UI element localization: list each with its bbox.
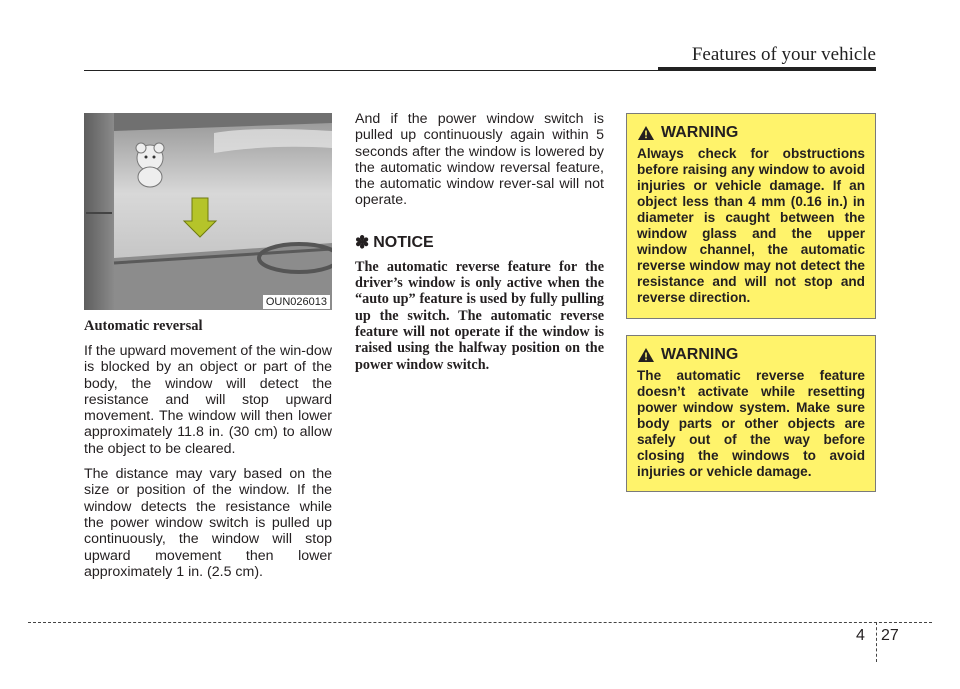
warning-heading [637,346,865,364]
subheading: Automatic reversal [84,318,203,334]
warning-box [626,113,876,319]
paragraph: And if the power window switch is pulled up continuously again within 5 seconds after the window is lowered by the automatic window reversal feature, the automatic window rever-sal will not operate. [355,111,604,209]
warning-title: WARNING [661,346,739,363]
paragraph: The distance may vary based on the size or position of the window. If the window detects the resistance while the power window switch is pulled up continuously, the window will stop upward movement then lower approximately 1 in. (2.5 cm). [84,466,332,580]
warning-heading [637,124,865,142]
warning-box [626,335,876,492]
warning-title: WARNING [661,124,739,141]
footer-divider [876,622,877,662]
warning-text: Always check for obstructions before raising any window to avoid injuries or vehicle damage. If an object less than 4 mm (0.16 in.) in diameter is caught between the window glass and the upper window channel, the automatic reverse window may not detect the resistance and will not stop and reverse direction. [637,146,865,305]
page-section-title: Features of your vehicle [691,44,876,65]
column-left [84,318,332,589]
warning-triangle-icon [637,347,655,363]
notice-heading [355,233,604,253]
notice-text: The automatic reverse feature for the driver’s window is only active when the “auto up” feature is used by fully pulling up the switch. The automatic reverse feature will not operate if the window is raised using the halfway position on the power window switch. [355,258,604,373]
page-number: 27 [881,627,899,644]
footer-rule [28,622,932,623]
asterisk-icon: ✽ [355,232,370,252]
notice-title: NOTICE [373,233,434,251]
window-illustration [84,113,332,310]
column-middle [355,111,604,373]
chapter-number: 4 [856,627,865,644]
figure-code: OUN026013 [263,295,330,309]
warning-triangle-icon [637,125,655,141]
header-rule-accent [658,67,876,71]
warning-text: The automatic reverse feature doesn’t activate while resetting power window system. Make sure body parts or other objects are safely out of the way before closing the windows to avoid injuries or vehicle damage. [637,368,865,479]
paragraph: If the upward movement of the win-dow is blocked by an object or part of the body, the window will detect the resistance and will stop upward movement. The window will then lower approximately 11.8 in. (30 cm) to allow the object to be cleared. [84,343,332,457]
